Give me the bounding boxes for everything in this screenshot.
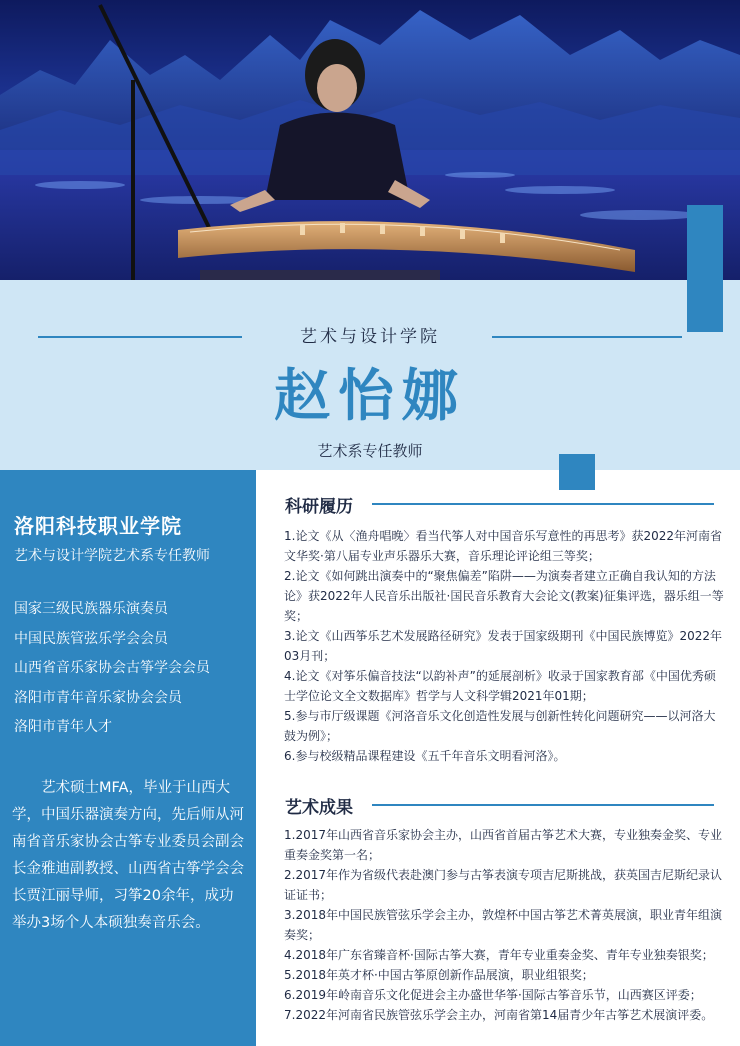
accent-bar xyxy=(687,205,723,332)
teacher-title: 艺术系专任教师 xyxy=(317,442,423,460)
achievement-item: 1.2017年山西省音乐家协会主办，山西省首届古筝艺术大赛，专业独奏金奖、专业重奏金奖第一名； xyxy=(284,828,722,862)
research-item: 1.论文《从〈渔舟唱晚〉看当代筝人对中国音乐写意性的再思考》获2022年河南省文华奖·第八届专业声乐器乐大赛，音乐理论评论组三等奖； xyxy=(284,529,722,563)
achievement-item: 6.2019年岭南音乐文化促进会主办盛世华筝·国际古筝音乐节，山西赛区评委； xyxy=(284,988,702,1002)
achievements-heading: 艺术成果 xyxy=(285,798,353,818)
role-item: 山西省音乐家协会古筝学会会员 xyxy=(14,660,210,676)
research-list xyxy=(284,526,726,766)
biography: 艺术硕士MFA，毕业于山西大学，中国乐器演奏方向，先后师从河南省音乐家协会古筝专业委员会副会长金雅迪副教授、山西省古筝学会会长贾江丽导师，习筝20余年，成功举办3场个人本硕独奏音乐会。 xyxy=(12,780,244,931)
research-item: 3.论文《山西筝乐艺术发展路径研究》发表于国家级期刊《中国民族博览》2022年03月刊； xyxy=(284,629,722,663)
role-item: 国家三级民族器乐演奏员 xyxy=(14,601,168,617)
profile-sidebar xyxy=(0,470,256,1046)
research-item: 2.论文《如何跳出演奏中的“聚焦偏差”陷阱——为演奏者建立正确自我认知的方法论》获2022年人民音乐出版社·国民音乐教育大会论文(教案)征集评选，器乐组一等奖； xyxy=(284,569,724,623)
achievement-item: 2.2017年作为省级代表赴澳门参与古筝表演专项吉尼斯挑战，获英国吉尼斯纪录认证证书； xyxy=(284,868,722,902)
roles-list xyxy=(14,598,210,746)
research-heading: 科研履历 xyxy=(285,497,353,517)
research-item: 6.参与校级精品课程建设《五千年音乐文明看河洛》。 xyxy=(284,749,566,763)
role-item: 中国民族管弦乐学会会员 xyxy=(14,630,168,647)
research-item: 4.论文《对筝乐偏音技法“以韵补声”的延展剖析》收录于国家教育部《中国优秀硕士学位论文全文数据库》哲学与人文科学辑2021年01期； xyxy=(284,669,716,703)
college-name: 艺术与设计学院 xyxy=(300,327,440,347)
achievement-item: 7.2022年河南省民族管弦乐学会主办，河南省第14届青少年古筝艺术展演评委。 xyxy=(284,1008,714,1022)
teacher-name: 赵怡娜 xyxy=(274,364,466,429)
department-title: 艺术与设计学院艺术系专任教师 xyxy=(14,548,210,564)
achievements-divider xyxy=(372,804,714,806)
achievements-list xyxy=(284,825,726,1025)
role-item: 洛阳市青年人才 xyxy=(14,719,112,735)
achievement-item: 5.2018年英才杯·中国古筝原创新作品展演，职业组银奖； xyxy=(284,968,594,982)
hero-photo xyxy=(0,0,740,280)
school-name: 洛阳科技职业学院 xyxy=(14,514,182,538)
achievement-item: 4.2018年广东省臻音杯·国际古筝大赛，青年专业重奏金奖、青年专业独奏银奖； xyxy=(284,948,714,962)
role-item: 洛阳市青年音乐家协会会员 xyxy=(14,689,182,706)
research-item: 5.参与市厅级课题《河洛音乐文化创造性发展与创新性转化问题研究——以河洛大鼓为例》； xyxy=(284,709,716,743)
research-divider xyxy=(372,503,714,505)
stage-performance-illustration xyxy=(0,0,740,280)
achievement-item: 3.2018年中国民族管弦乐学会主办，敦煌杯中国古筝艺术菁英展演，职业青年组演奏奖； xyxy=(284,908,722,942)
accent-square xyxy=(559,454,595,490)
